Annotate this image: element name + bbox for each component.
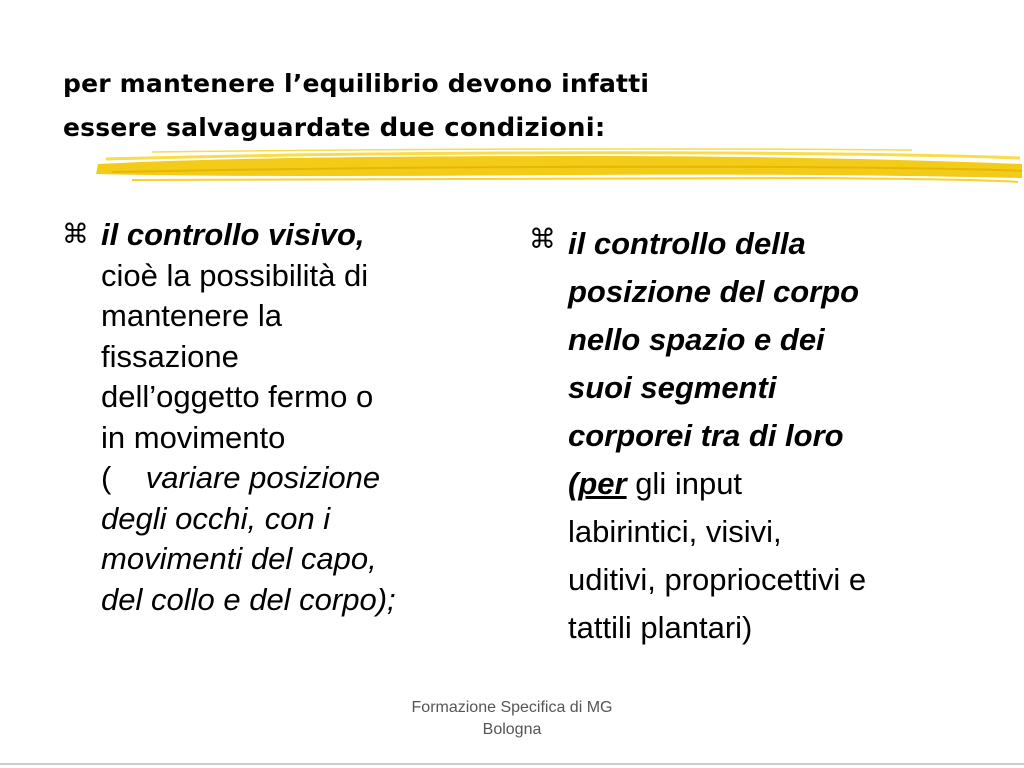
right-bold-line: posizione del corpo — [568, 274, 860, 309]
left-line — [101, 458, 502, 499]
left-line: in movimento — [101, 419, 286, 455]
right-line — [568, 460, 969, 508]
left-bullet-text — [101, 215, 502, 620]
left-italic-line: degli occhi, con i — [101, 500, 331, 536]
title-line-1: per mantenere l’equilibrio devono infatti — [63, 69, 650, 98]
left-italic-line: movimenti del capo, — [101, 541, 377, 576]
bullet-icon: ⌘ — [529, 224, 556, 255]
left-line: cioè la possibilità di — [101, 257, 369, 293]
right-bold-line: corporei tra di loro — [568, 418, 844, 453]
footer-line-2: Bologna — [482, 721, 542, 738]
left-line: mantenere la — [101, 298, 282, 333]
bottom-divider — [0, 763, 1024, 765]
right-bullet-text — [568, 220, 969, 652]
title-line-2-prefix: essere salvaguardate — [63, 113, 380, 142]
footer-line-1: Formazione Specifica di MG — [411, 699, 613, 716]
footer — [362, 697, 662, 741]
left-italic-line: del collo e del corpo); — [101, 581, 396, 617]
bullet-icon: ⌘ — [62, 219, 89, 250]
left-line: dell’oggetto fermo o — [101, 379, 374, 414]
right-per: per — [578, 466, 627, 501]
right-column — [529, 220, 969, 652]
right-line: uditivi, propriocettivi e — [568, 562, 867, 597]
slide-title — [63, 62, 963, 150]
right-paren: ( — [568, 466, 579, 501]
right-line: labirintici, visivi, — [568, 514, 782, 549]
right-bold-line: nello spazio e dei — [568, 322, 825, 357]
title-emphasis: due condizioni: — [379, 113, 606, 143]
right-line-text: gli input — [626, 466, 743, 501]
right-bold-line: il controllo della — [568, 226, 806, 261]
highlighter-stroke — [92, 144, 1024, 190]
right-bold-line: suoi segmenti — [568, 370, 777, 405]
left-italic-line: variare posizione — [145, 460, 381, 495]
left-line: fissazione — [101, 338, 239, 374]
left-column — [62, 215, 502, 620]
left-paren: ( — [101, 460, 146, 495]
left-heading: il controllo visivo, — [101, 217, 365, 252]
right-line: tattili plantari) — [568, 610, 753, 645]
